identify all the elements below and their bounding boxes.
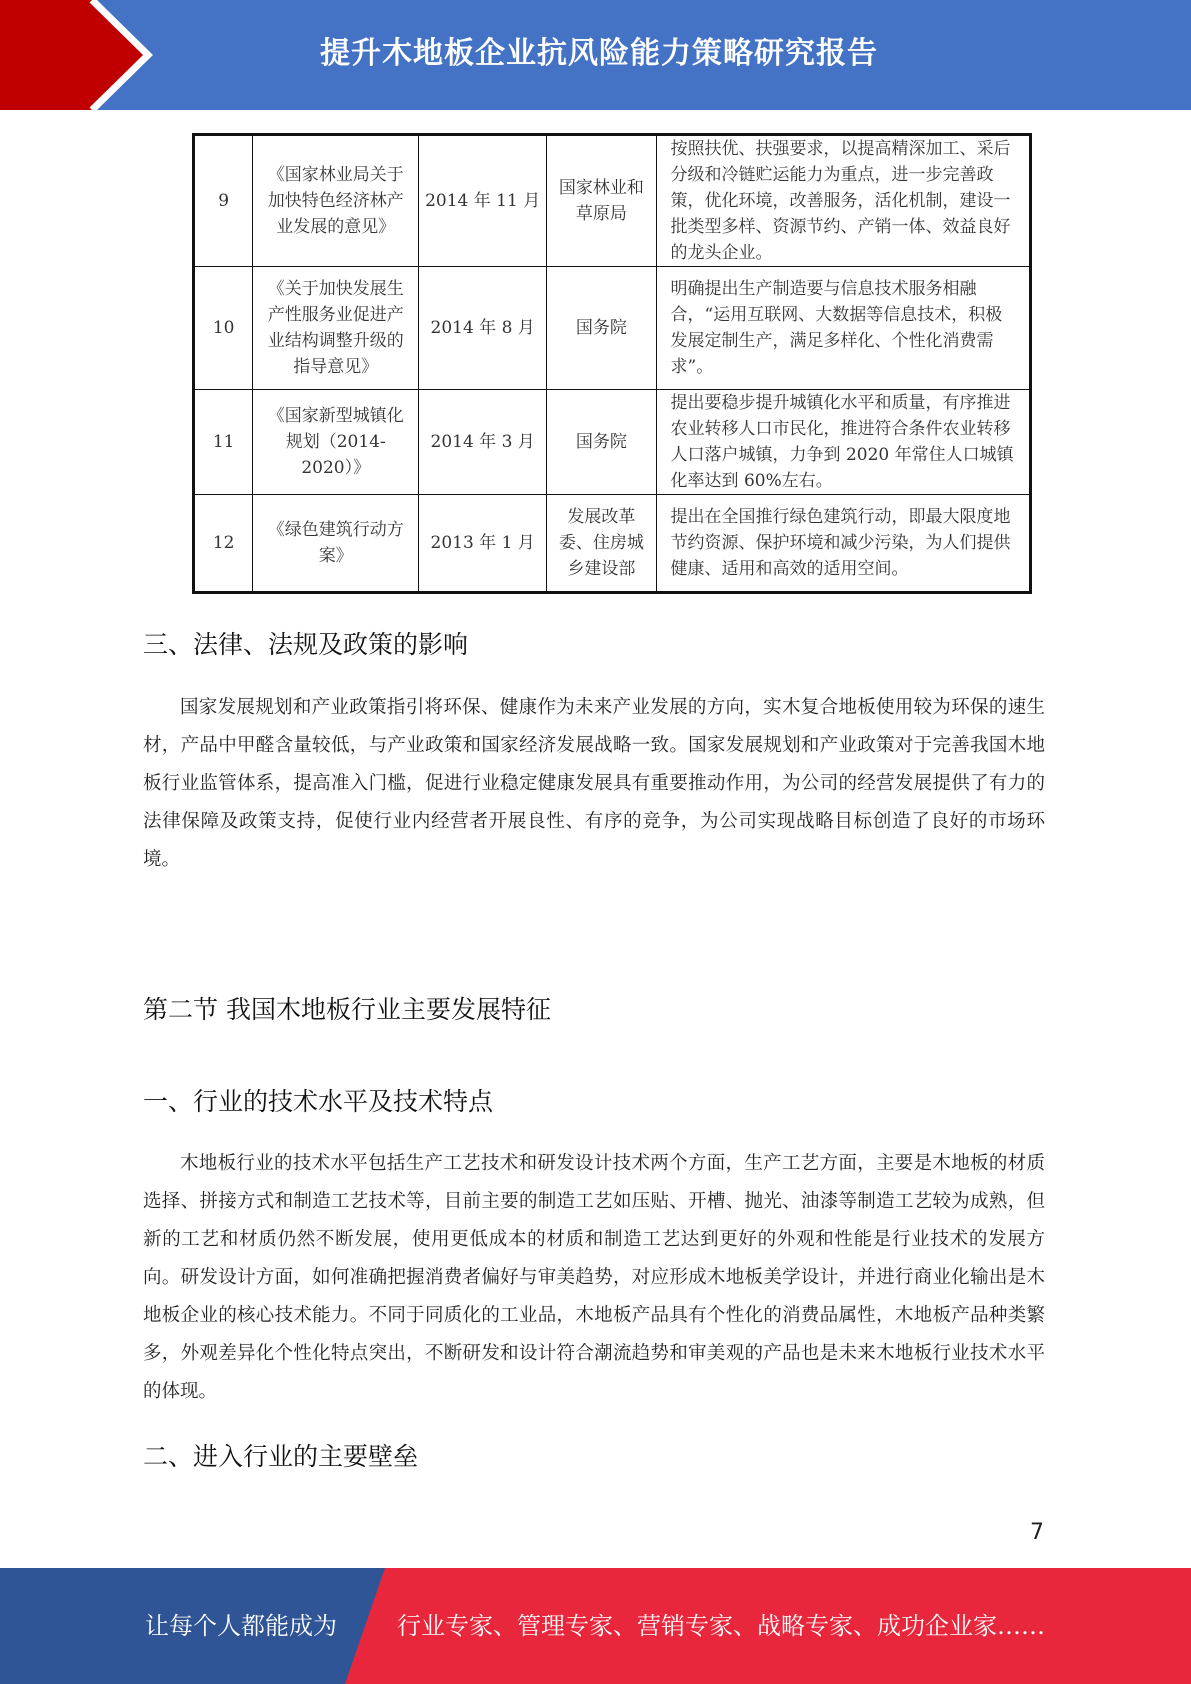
row-number: 12 xyxy=(194,495,253,593)
policy-issuer: 国务院 xyxy=(547,390,656,495)
policy-date: 2014 年 11 月 xyxy=(419,135,547,267)
footer-slogan-right: 行业专家、管理专家、营销专家、战略专家、成功企业家…… xyxy=(397,1612,1045,1640)
footer-slogan-left: 让每个人都能成为 xyxy=(145,1612,337,1640)
page-footer xyxy=(0,1568,1191,1684)
row-number: 9 xyxy=(194,135,253,267)
paragraph-law: 国家发展规划和产业政策指引将环保、健康作为未来产业发展的方向，实木复合地板使用较为环保的速生材，产品中甲醛含量较低，与产业政策和国家经济发展战略一致。国家发展规划和产业政策对于完善我国木地板行业监管体系，提高准入门槛，促进行业稳定健康发展具有重要推动作用，为公司的经营发展提供了有力的法律保障及政策支持，促使行业内经营者开展良性、有序的竞争，为公司实现战略目标创造了良好的市场环境。 xyxy=(143,697,1045,870)
policy-content: 提出要稳步提升城镇化水平和质量，有序推进农业转移人口市民化，推进符合条件农业转移人口落户城镇，力争到 2020 年常住人口城镇化率达到 60%左右。 xyxy=(656,390,1030,495)
table-row xyxy=(194,495,1031,593)
page-header xyxy=(0,0,1191,110)
policy-table xyxy=(192,133,1032,594)
policy-date: 2013 年 1 月 xyxy=(419,495,547,593)
section-heading-barrier: 二、进入行业的主要壁垒 xyxy=(143,1442,419,1471)
section-heading-law: 三、法律、法规及政策的影响 xyxy=(143,630,469,659)
policy-content: 明确提出生产制造要与信息技术服务相融合，“运用互联网、大数据等信息技术，积极发展定制生产，满足多样化、个性化消费需求”。 xyxy=(656,267,1030,390)
paragraph-tech: 木地板行业的技术水平包括生产工艺技术和研发设计技术两个方面，生产工艺方面，主要是木地板的材质选择、拼接方式和制造工艺技术等，目前主要的制造工艺如压贴、开槽、抛光、油漆等制造工艺较为成熟，但新的工艺和材质仍然不断发展，使用更低成本的材质和制造工艺达到更好的外观和性能是行业技术的发展方向。研发设计方面，如何准确把握消费者偏好与审美趋势，对应形成木地板美学设计，并进行商业化输出是木地板企业的核心技术能力。不同于同质化的工业品，木地板产品具有个性化的消费品属性，木地板产品种类繁多，外观差异化个性化特点突出，不断研发和设计符合潮流趋势和审美观的产品也是未来木地板行业技术水平的体现。 xyxy=(143,1153,1045,1402)
report-title: 提升木地板企业抗风险能力策略研究报告 xyxy=(320,36,878,71)
table-row xyxy=(194,390,1031,495)
policy-name: 《绿色建筑行动方案》 xyxy=(253,495,419,593)
policy-content: 提出在全国推行绿色建筑行动，即最大限度地节约资源、保护环境和减少污染，为人们提供健康、适用和高效的适用空间。 xyxy=(656,495,1030,593)
policy-name: 《关于加快发展生产性服务业促进产业结构调整升级的指导意见》 xyxy=(253,267,419,390)
row-number: 11 xyxy=(194,390,253,495)
section-heading-tech: 一、行业的技术水平及技术特点 xyxy=(143,1087,494,1116)
chapter-heading: 第二节 我国木地板行业主要发展特征 xyxy=(143,995,551,1024)
policy-name: 《国家林业局关于加快特色经济林产业发展的意见》 xyxy=(253,135,419,267)
policy-content: 按照扶优、扶强要求，以提高精深加工、采后分级和冷链贮运能力为重点，进一步完善政策，优化环境，改善服务，活化机制，建设一批类型多样、资源节约、产销一体、效益良好的龙头企业。 xyxy=(656,135,1030,267)
row-number: 10 xyxy=(194,267,253,390)
header-arrow-decoration xyxy=(0,0,170,110)
table-row xyxy=(194,267,1031,390)
page-number: 7 xyxy=(1030,1520,1044,1545)
policy-issuer: 国家林业和草原局 xyxy=(547,135,656,267)
policy-date: 2014 年 8 月 xyxy=(419,267,547,390)
policy-issuer: 发展改革委、住房城乡建设部 xyxy=(547,495,656,593)
table-row xyxy=(194,135,1031,267)
policy-date: 2014 年 3 月 xyxy=(419,390,547,495)
policy-issuer: 国务院 xyxy=(547,267,656,390)
policy-name: 《国家新型城镇化规划（2014-2020）》 xyxy=(253,390,419,495)
